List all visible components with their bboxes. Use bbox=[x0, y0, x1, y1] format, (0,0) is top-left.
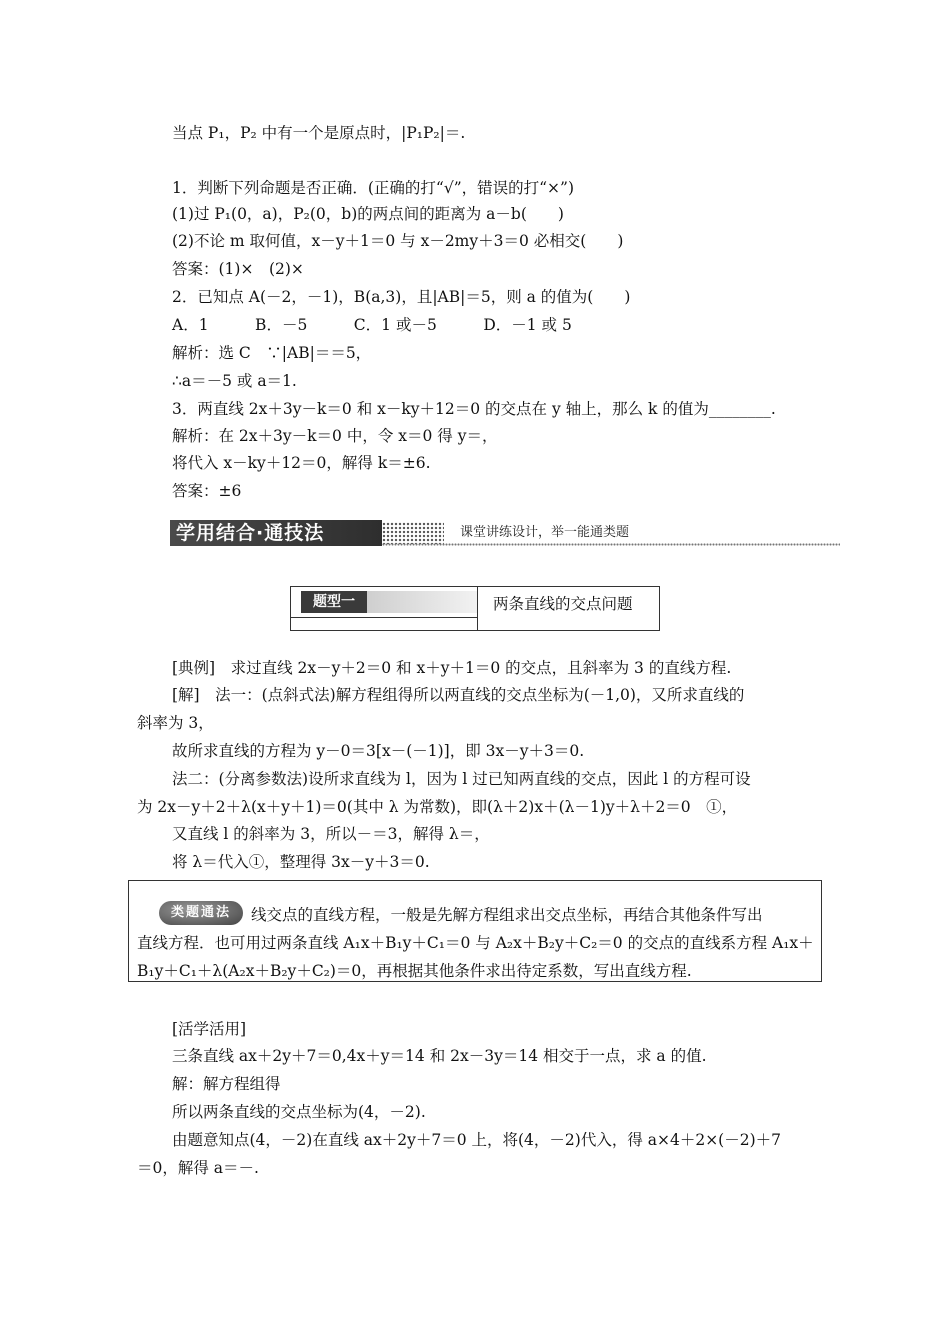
banner-title: 学用结合·通技法 bbox=[170, 520, 382, 546]
method-line-1: 线交点的直线方程，一般是先解方程组求出交点坐标，再结合其他条件写出 bbox=[251, 906, 763, 924]
practice-line-5: 3．两直线 2x＋3y－k＝0 和 x－ky＋12＝0 的交点在 y 轴上，那么 k 的值为________. bbox=[172, 400, 776, 418]
activity-solution-1: 解：解方程组得 bbox=[172, 1075, 281, 1093]
example-line-7: 又直线 l 的斜率为 3，所以－＝3，解得 λ＝， bbox=[172, 825, 490, 843]
example-line-1: [典例] 求过直线 2x－y＋2＝0 和 x＋y＋1＝0 的交点，且斜率为 3 的直线方程. bbox=[172, 659, 732, 677]
activity-solution-3: 由题意知点(4，－2)在直线 ax＋2y＋7＝0 上，将(4，－2)代入，得 a×4＋2×(－2)＋7 bbox=[172, 1131, 781, 1149]
method-line-3: B₁y＋C₁＋λ(A₂x＋B₂y＋C₂)＝0，再根据其他条件求出待定系数，写出直线方程. bbox=[137, 962, 692, 980]
practice-answer-2: 答案：±6 bbox=[172, 482, 242, 500]
activity-heading: [活学活用] bbox=[172, 1020, 247, 1038]
banner-dot-pattern bbox=[382, 522, 444, 544]
topic-header bbox=[290, 586, 660, 631]
activity-solution-2: 所以两条直线的交点坐标为(4，－2). bbox=[172, 1103, 426, 1121]
example-line-4: 故所求直线的方程为 y－0＝3[x－(－1)]，即 3x－y＋3＝0. bbox=[172, 742, 585, 760]
example-line-6: 为 2x－y＋2＋λ(x＋y＋1)＝0(其中 λ 为常数)，即(λ＋2)x＋(λ－1)y＋λ＋2＝0 ①， bbox=[137, 798, 738, 816]
intro-line: 当点 P₁，P₂ 中有一个是原点时，|P₁P₂|＝. bbox=[172, 124, 466, 142]
practice-analysis-1: 解析：选 C ∵|AB|＝＝5， bbox=[172, 344, 372, 362]
practice-line-3: (2)不论 m 取何值，x－y＋1＝0 与 x－2my＋3＝0 必相交( ) bbox=[172, 232, 624, 250]
practice-analysis-3: 解析：在 2x＋3y－k＝0 中，令 x＝0 得 y＝， bbox=[172, 427, 498, 445]
practice-analysis-2: ∴a＝－5 或 a＝1. bbox=[172, 372, 297, 390]
example-line-8: 将 λ＝代入①，整理得 3x－y＋3＝0. bbox=[172, 853, 430, 871]
example-line-2: [解] 法一：(点斜式法)解方程组得所以两直线的交点坐标为(－1,0)，又所求直线的 bbox=[172, 686, 745, 704]
method-tag: 类题通法 bbox=[159, 901, 243, 925]
example-line-3: 斜率为 3， bbox=[137, 714, 214, 732]
example-line-5: 法二：(分离参数法)设所求直线为 l，因为 l 过已知两直线的交点，因此 l 的方程可设 bbox=[172, 770, 751, 788]
activity-problem: 三条直线 ax＋2y＋7＝0,4x＋y＝14 和 2x－3y＝14 相交于一点，求 a 的值. bbox=[172, 1047, 707, 1065]
practice-options: A．1 B．－5 C．1 或－5 D．－1 或 5 bbox=[172, 316, 572, 334]
banner-dotted-rule bbox=[382, 543, 840, 546]
practice-line-4: 2．已知点 A(－2，－1)，B(a,3)，且|AB|＝5，则 a 的值为( ) bbox=[172, 288, 631, 306]
activity-solution-4: ＝0，解得 a＝－. bbox=[137, 1159, 259, 1177]
practice-line-2: (1)过 P₁(0，a)，P₂(0，b)的两点间的距离为 a－b( ) bbox=[172, 205, 564, 223]
topic-title: 两条直线的交点问题 bbox=[493, 595, 633, 613]
practice-answer-1: 答案：(1)× (2)× bbox=[172, 260, 304, 278]
method-box bbox=[128, 880, 822, 982]
section-banner bbox=[170, 520, 840, 546]
practice-line-1: 1．判断下列命题是否正确．(正确的打“√”，错误的打“×”) bbox=[172, 179, 575, 197]
method-line-2: 直线方程．也可用过两条直线 A₁x＋B₁y＋C₁＝0 与 A₂x＋B₂y＋C₂＝0 的交点的直线系方程 A₁x＋ bbox=[137, 934, 814, 952]
practice-analysis-4: 将代入 x－ky＋12＝0，解得 k＝±6. bbox=[172, 454, 431, 472]
topic-divider bbox=[477, 587, 478, 630]
topic-tag-shading bbox=[367, 591, 477, 613]
topic-underline bbox=[291, 617, 477, 618]
topic-tag: 题型一 bbox=[301, 591, 367, 613]
banner-subtitle: 课堂讲练设计，举一能通类题 bbox=[460, 525, 630, 540]
